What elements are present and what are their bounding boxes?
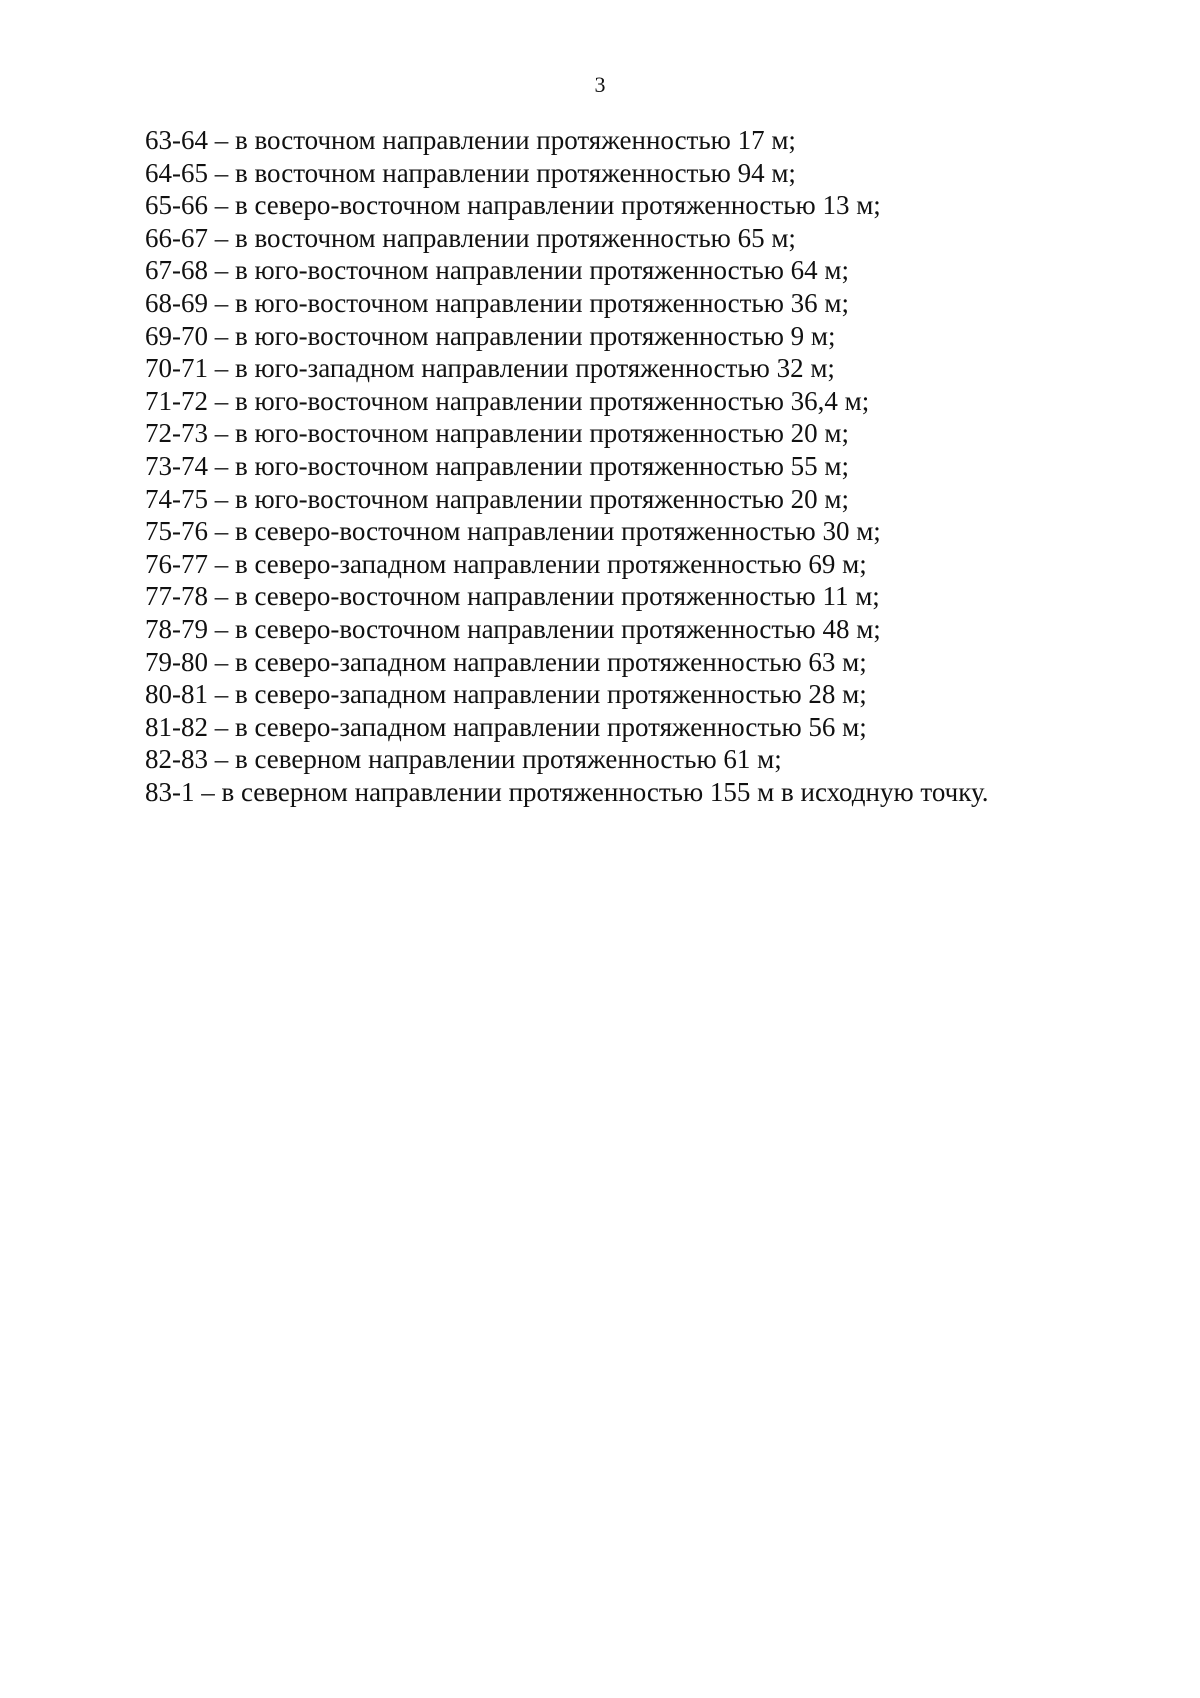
list-item: 77-78 – в северо-восточном направлении протяженностью 11 м; [145,581,880,612]
list-item: 73-74 – в юго-восточном направлении протяженностью 55 м; [145,450,849,481]
list-item: 79-80 – в северо-западном направлении протяженностью 63 м; [145,646,867,677]
list-item: 78-79 – в северо-восточном направлении протяженностью 48 м; [145,613,881,644]
boundary-description-list [145,124,1145,808]
list-item: 71-72 – в юго-восточном направлении протяженностью 36,4 м; [145,385,870,416]
list-item: 82-83 – в северном направлении протяженностью 61 м; [145,744,782,775]
list-item: 63-64 – в восточном направлении протяженностью 17 м; [145,125,796,155]
list-item: 68-69 – в юго-восточном направлении протяженностью 36 м; [145,287,849,318]
list-item: 80-81 – в северо-западном направлении протяженностью 28 м; [145,679,867,710]
list-item: 69-70 – в юго-восточном направлении протяженностью 9 м; [145,320,836,351]
list-item: 75-76 – в северо-восточном направлении протяженностью 30 м; [145,516,881,547]
list-item: 66-67 – в восточном направлении протяженностью 65 м; [145,222,796,253]
list-item: 67-68 – в юго-восточном направлении протяженностью 64 м; [145,255,849,286]
page-number: 3 [594,72,606,97]
list-item: 70-71 – в юго-западном направлении протяженностью 32 м; [145,353,835,384]
list-item: 72-73 – в юго-восточном направлении протяженностью 20 м; [145,418,849,449]
list-item: 83-1 – в северном направлении протяженностью 155 м в исходную точку. [145,776,989,807]
list-item: 81-82 – в северо-западном направлении протяженностью 56 м; [145,711,867,742]
list-item: 74-75 – в юго-восточном направлении протяженностью 20 м; [145,483,849,514]
list-item: 76-77 – в северо-западном направлении протяженностью 69 м; [145,548,867,579]
list-item: 64-65 – в восточном направлении протяженностью 94 м; [145,157,796,188]
list-item: 65-66 – в северо-восточном направлении протяженностью 13 м; [145,190,881,221]
